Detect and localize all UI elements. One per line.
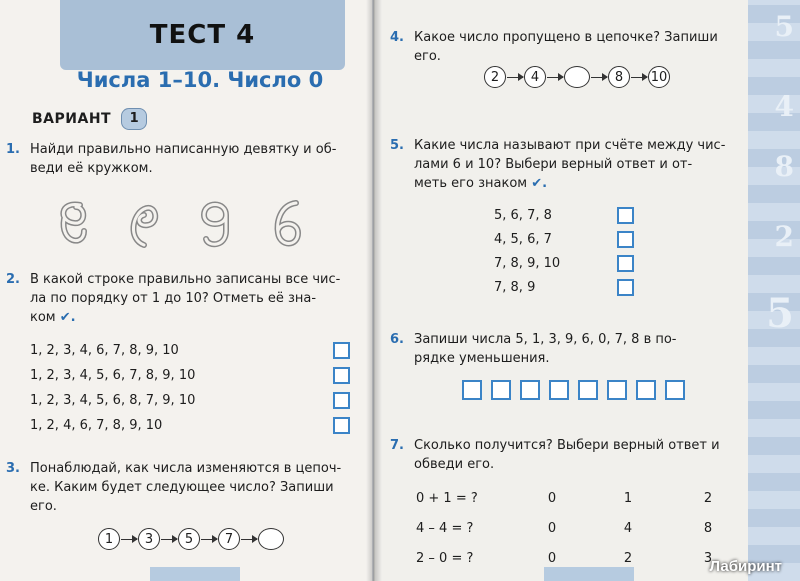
digit-nine-options: [50, 195, 350, 255]
option-row: [494, 275, 634, 299]
task-number: 7.: [390, 438, 404, 453]
calc-expression: 2 – 0 = ?: [416, 550, 474, 566]
nine-option-correct[interactable]: [194, 195, 238, 251]
chain-node: 10: [648, 66, 670, 88]
answer-option[interactable]: 8: [703, 520, 713, 536]
page-footer-bar: [544, 567, 634, 581]
answer-box[interactable]: [607, 380, 627, 400]
section-title: Числа 1–10. Число 0: [76, 68, 324, 92]
option-row: [30, 413, 350, 438]
calc-row: [416, 483, 736, 513]
nine-option-loop[interactable]: [122, 195, 166, 251]
task-text-body: Какие числа называют при счёте между чис- лами 6 и 10? Выбери верный ответ и от- меть его знаком: [414, 138, 726, 191]
right-page: [374, 0, 800, 581]
answer-checkbox[interactable]: [617, 207, 634, 224]
task-2-options: [30, 338, 350, 438]
decor-digit-icon: 2: [774, 220, 794, 253]
answer-option[interactable]: 2: [623, 550, 633, 566]
watermark-logo: Лабиринт: [709, 558, 782, 575]
option-row: [30, 388, 350, 413]
decor-digit-icon: 5: [774, 10, 794, 43]
task-text: Какое число пропущено в цепочке? Запиши его.: [414, 30, 718, 64]
chain-node: 5: [178, 528, 200, 550]
option-row: [494, 251, 634, 275]
answer-box[interactable]: [549, 380, 569, 400]
chain-node: 2: [484, 66, 506, 88]
option-row: [30, 338, 350, 363]
task-4-chain: [484, 66, 670, 88]
book-gutter: [366, 0, 382, 581]
answer-box[interactable]: [636, 380, 656, 400]
option-text: 4, 5, 6, 7: [494, 231, 552, 247]
option-text: 1, 2, 3, 4, 5, 6, 7, 8, 9, 10: [30, 368, 196, 383]
task-text-body: В какой строке правильно записаны все чис- ла по порядку от 1 до 10? Отметь её зна- ком: [30, 272, 341, 325]
variant-row: [32, 108, 147, 130]
left-page: [0, 0, 374, 581]
task-text: Запиши числа 5, 1, 3, 9, 6, 0, 7, 8 в по- рядке уменьшения.: [414, 332, 677, 366]
nine-option-mirrored[interactable]: [50, 195, 94, 251]
chain-answer-blank[interactable]: [564, 66, 590, 88]
task-number: 1.: [6, 142, 20, 157]
answer-box[interactable]: [491, 380, 511, 400]
arrow-icon: [121, 539, 137, 540]
chain-node: 1: [98, 528, 120, 550]
option-text: 7, 8, 9, 10: [494, 255, 561, 271]
answer-checkbox[interactable]: [617, 231, 634, 248]
option-text: 5, 6, 7, 8: [494, 207, 552, 223]
decor-digit-icon: 8: [774, 150, 794, 183]
chain-node: 4: [524, 66, 546, 88]
arrow-icon: [241, 539, 257, 540]
task-number: 4.: [390, 30, 404, 45]
answer-option[interactable]: 0: [547, 490, 557, 506]
check-mark-icon: ✔.: [531, 176, 548, 191]
answer-box[interactable]: [462, 380, 482, 400]
task-6-answer-boxes: [462, 380, 685, 400]
decor-digit-icon: 5: [766, 290, 794, 337]
answer-option[interactable]: 2: [703, 490, 713, 506]
calc-expression: 0 + 1 = ?: [416, 490, 478, 506]
answer-box[interactable]: [578, 380, 598, 400]
task-text: Найди правильно написанную девятку и об- веди её кружком.: [30, 142, 337, 176]
answer-option[interactable]: 0: [547, 520, 557, 536]
answer-checkbox[interactable]: [333, 392, 350, 409]
option-text: 1, 2, 3, 4, 5, 6, 8, 7, 9, 10: [30, 393, 196, 408]
arrow-icon: [201, 539, 217, 540]
task-number: 6.: [390, 332, 404, 347]
option-text: 1, 2, 4, 6, 7, 8, 9, 10: [30, 418, 163, 433]
variant-label: ВАРИАНТ: [32, 111, 112, 127]
task-5-options: [494, 203, 634, 299]
nine-option-six[interactable]: [266, 195, 310, 251]
answer-option[interactable]: 4: [623, 520, 633, 536]
answer-checkbox[interactable]: [333, 367, 350, 384]
answer-checkbox[interactable]: [617, 279, 634, 296]
option-text: 7, 8, 9: [494, 279, 536, 295]
page-footer-bar: [150, 567, 240, 581]
arrow-icon: [507, 77, 523, 78]
option-row: [30, 363, 350, 388]
task-7-rows: [416, 483, 736, 573]
task-text: [414, 136, 725, 193]
decor-digit-icon: 4: [774, 90, 794, 123]
arrow-icon: [591, 77, 607, 78]
arrow-icon: [547, 77, 563, 78]
answer-box[interactable]: [665, 380, 685, 400]
chain-answer-blank[interactable]: [258, 528, 284, 550]
check-mark-icon: ✔.: [59, 310, 76, 325]
task-text: [30, 270, 340, 327]
task-number: 2.: [6, 272, 20, 287]
task-3-chain: [98, 528, 284, 550]
answer-checkbox[interactable]: [333, 342, 350, 359]
answer-option[interactable]: 3: [703, 550, 713, 566]
calc-expression: 4 – 4 = ?: [416, 520, 474, 536]
option-row: [494, 203, 634, 227]
test-title: ТЕСТ 4: [149, 20, 256, 50]
variant-badge: 1: [121, 108, 147, 130]
option-text: 1, 2, 3, 4, 6, 7, 8, 9, 10: [30, 343, 179, 358]
answer-option[interactable]: 0: [547, 550, 557, 566]
decorative-number-strip: [748, 0, 800, 581]
answer-checkbox[interactable]: [333, 417, 350, 434]
task-text: Понаблюдай, как числа изменяются в цепоч- ке. Каким будет следующее число? Запиши его.: [30, 461, 342, 514]
task-number: 3.: [6, 461, 20, 476]
answer-checkbox[interactable]: [617, 255, 634, 272]
chain-node: 3: [138, 528, 160, 550]
calc-row: [416, 513, 736, 543]
chain-node: 8: [608, 66, 630, 88]
task-text: Сколько получится? Выбери верный ответ и обведи его.: [414, 438, 720, 472]
answer-box[interactable]: [520, 380, 540, 400]
arrow-icon: [161, 539, 177, 540]
option-row: [494, 227, 634, 251]
test-header: [60, 0, 345, 70]
chain-node: 7: [218, 528, 240, 550]
answer-option[interactable]: 1: [623, 490, 633, 506]
task-number: 5.: [390, 138, 404, 153]
arrow-icon: [631, 77, 647, 78]
